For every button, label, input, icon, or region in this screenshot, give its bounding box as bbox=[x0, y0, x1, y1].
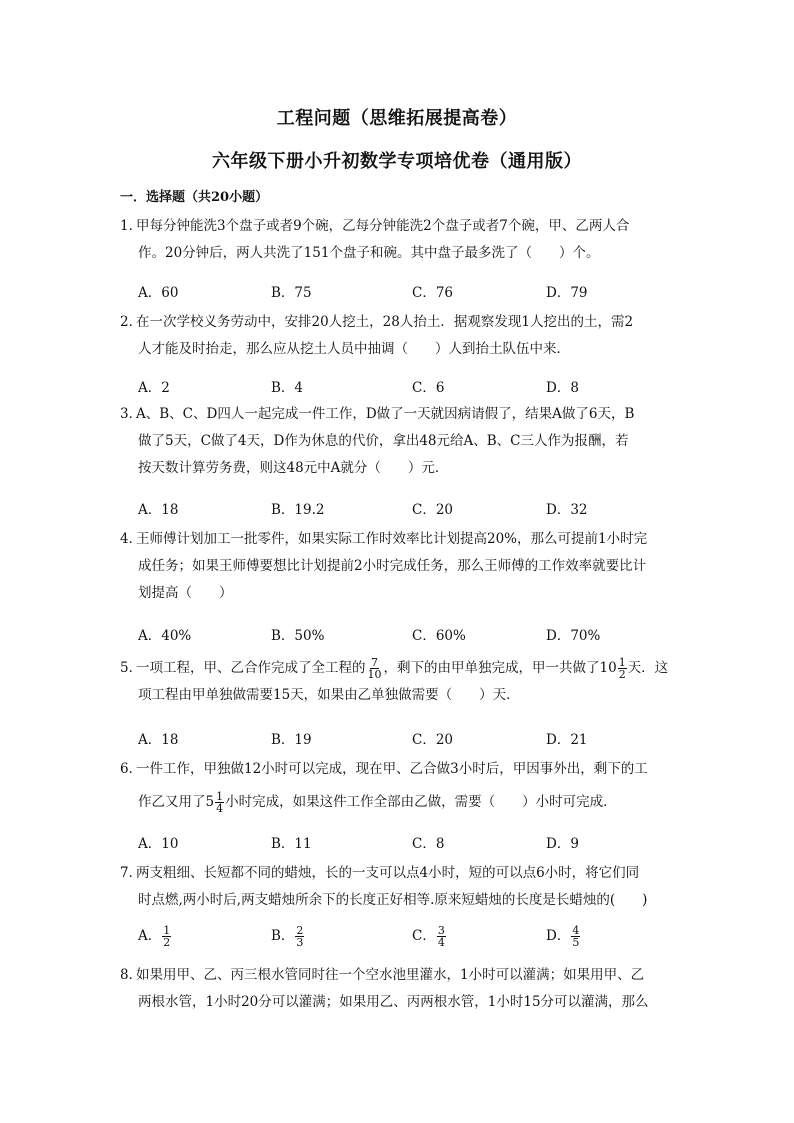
option-c[interactable] bbox=[412, 924, 447, 948]
question-8 bbox=[120, 962, 680, 1016]
option-a[interactable]: A．18 bbox=[138, 732, 179, 748]
fraction bbox=[437, 925, 446, 948]
fraction-denominator: 10 bbox=[367, 668, 382, 681]
option-b[interactable]: B．11 bbox=[271, 836, 312, 852]
question-3 bbox=[120, 401, 680, 482]
question-6 bbox=[120, 756, 680, 816]
question-text: 甲每分钟能洗3个盘子或者9个碗，乙每分钟能洗2个盘子或者7个碗，甲、乙两人合 bbox=[136, 218, 630, 234]
fraction-numerator: 3 bbox=[437, 924, 445, 937]
question-text: 按天数计算劳务费，则这48元中A就分（ ）元． bbox=[138, 460, 449, 476]
fraction bbox=[215, 791, 224, 814]
fraction-denominator: 2 bbox=[618, 668, 626, 681]
fraction-denominator: 4 bbox=[437, 936, 445, 949]
question-text: 人才能及时抬走，那么应从挖土人员中抽调（ ）人到抬土队伍中来． bbox=[138, 341, 570, 357]
question-5-options bbox=[138, 728, 698, 748]
fraction-numerator: 7 bbox=[371, 656, 378, 669]
question-text: 小时完成，如果这件工作全部由乙做，需要（ ）小时可完成． bbox=[225, 794, 617, 810]
option-c[interactable]: C．60% bbox=[412, 628, 466, 644]
option-a[interactable]: A．60 bbox=[138, 285, 179, 301]
question-text: ，剩下的由甲单独完成，甲一共做了10 bbox=[383, 660, 617, 676]
question-text: 项工程由甲单独做需要15天，如果由乙单独做需要（ ）天． bbox=[138, 687, 520, 703]
question-1-options bbox=[138, 281, 698, 301]
question-text: 作。20分钟后，两人共洗了151个盘子和碗。其中盘子最多洗了（ ）个。 bbox=[138, 245, 600, 261]
question-text: 天．这 bbox=[627, 660, 669, 676]
question-text: 王师傅计划加工一批零件，如果实际工作时效率比计划提高20%，那么可提前1小时完 bbox=[136, 531, 648, 547]
question-7 bbox=[120, 860, 680, 914]
option-label: B． bbox=[271, 928, 295, 944]
question-number: 5． bbox=[120, 660, 143, 676]
fraction bbox=[162, 925, 171, 948]
question-7-options bbox=[138, 924, 698, 956]
question-number: 2． bbox=[120, 314, 143, 330]
fraction bbox=[571, 925, 580, 948]
option-a[interactable]: A．18 bbox=[138, 502, 179, 518]
question-text: 在一次学校义务劳动中，安排20人挖土，28人抬土．据观察发现1人挖出的土，需2 bbox=[136, 314, 634, 330]
question-text: 两根水管，1小时20分可以灌满；如果用乙、丙两根水管，1小时15分可以灌满，那么 bbox=[138, 994, 649, 1010]
option-label: C． bbox=[412, 928, 436, 944]
question-text: 划提高（ ） bbox=[138, 585, 233, 601]
option-d[interactable]: D．79 bbox=[546, 285, 588, 301]
fraction-denominator: 2 bbox=[163, 936, 171, 949]
option-d[interactable]: D．21 bbox=[546, 732, 588, 748]
page-subtitle: 六年级下册小升初数学专项培优卷（通用版） bbox=[212, 151, 582, 172]
question-number: 3． bbox=[120, 406, 143, 422]
option-c[interactable]: C．76 bbox=[412, 285, 454, 301]
question-2 bbox=[120, 309, 680, 363]
option-d[interactable]: D．32 bbox=[546, 502, 588, 518]
question-text: 成任务；如果王师傅要想比计划提前2小时完成任务，那么王师傅的工作效率就要比计 bbox=[138, 558, 647, 574]
question-text: 一项工程，甲、乙合作完成了全工程的 bbox=[136, 660, 366, 676]
fraction bbox=[367, 657, 383, 680]
question-number: 7． bbox=[120, 865, 143, 881]
fraction-denominator: 3 bbox=[296, 936, 304, 949]
option-d[interactable] bbox=[546, 924, 581, 948]
option-b[interactable]: B．19.2 bbox=[271, 502, 325, 518]
question-number: 8． bbox=[120, 967, 143, 983]
question-text: 时点燃,两小时后,两支蜡烛所余下的长度正好相等.原来短蜡烛的长度是长蜡烛的( ) bbox=[138, 892, 648, 908]
option-label: D． bbox=[546, 928, 571, 944]
option-a[interactable]: A．10 bbox=[138, 836, 179, 852]
option-label: A． bbox=[138, 928, 162, 944]
option-b[interactable]: B．75 bbox=[271, 285, 312, 301]
fraction-numerator: 4 bbox=[572, 924, 580, 937]
fraction-numerator: 1 bbox=[216, 790, 224, 803]
page-title: 工程问题（思维拓展提高卷） bbox=[276, 108, 518, 129]
option-b[interactable]: B．19 bbox=[271, 732, 312, 748]
fraction bbox=[295, 925, 304, 948]
option-c[interactable]: C．8 bbox=[412, 836, 445, 852]
option-c[interactable]: C．20 bbox=[412, 732, 454, 748]
option-a[interactable]: A．2 bbox=[138, 380, 170, 396]
question-6-options bbox=[138, 832, 698, 852]
section-heading: 一．选择题（共20小题） bbox=[120, 190, 269, 205]
question-2-options bbox=[138, 376, 698, 396]
option-a[interactable] bbox=[138, 924, 172, 948]
option-a[interactable]: A．40% bbox=[138, 628, 192, 644]
fraction-numerator: 1 bbox=[163, 924, 171, 937]
question-text: A、B、C、D四人一起完成一件工作，D做了一天就因病请假了，结果A做了6天，B bbox=[136, 406, 635, 422]
question-text: 做了5天，C做了4天，D作为休息的代价，拿出48元给A、B、C三人作为报酬，若 bbox=[138, 433, 629, 449]
option-b[interactable]: B．50% bbox=[271, 628, 325, 644]
fraction-numerator: 1 bbox=[618, 656, 626, 669]
option-d[interactable]: D．70% bbox=[546, 628, 601, 644]
question-5 bbox=[120, 655, 680, 709]
question-4-options bbox=[138, 624, 698, 644]
option-d[interactable]: D．9 bbox=[546, 836, 579, 852]
fraction-denominator: 5 bbox=[572, 936, 580, 949]
fraction bbox=[618, 657, 627, 680]
question-text: 一件工作，甲独做12小时可以完成，现在甲、乙合做3小时后，甲因事外出，剩下的工 bbox=[136, 761, 648, 777]
option-b[interactable] bbox=[271, 924, 305, 948]
question-text: 两支粗细、长短都不同的蜡烛，长的一支可以点4小时，短的可以点6小时，将它们同 bbox=[136, 865, 640, 881]
question-text: 如果用甲、乙、丙三根水管同时往一个空水池里灌水，1小时可以灌满；如果用甲、乙 bbox=[136, 967, 645, 983]
option-c[interactable]: C．20 bbox=[412, 502, 454, 518]
option-b[interactable]: B．4 bbox=[271, 380, 304, 396]
question-text: 作乙又用了5 bbox=[138, 794, 215, 810]
option-d[interactable]: D．8 bbox=[546, 380, 579, 396]
option-c[interactable]: C．6 bbox=[412, 380, 445, 396]
question-number: 1． bbox=[120, 218, 143, 234]
question-4 bbox=[120, 526, 680, 607]
question-number: 4． bbox=[120, 531, 143, 547]
fraction-denominator: 4 bbox=[216, 802, 224, 815]
question-3-options bbox=[138, 498, 698, 518]
question-1 bbox=[120, 213, 680, 267]
question-number: 6． bbox=[120, 761, 143, 777]
fraction-numerator: 2 bbox=[296, 924, 304, 937]
